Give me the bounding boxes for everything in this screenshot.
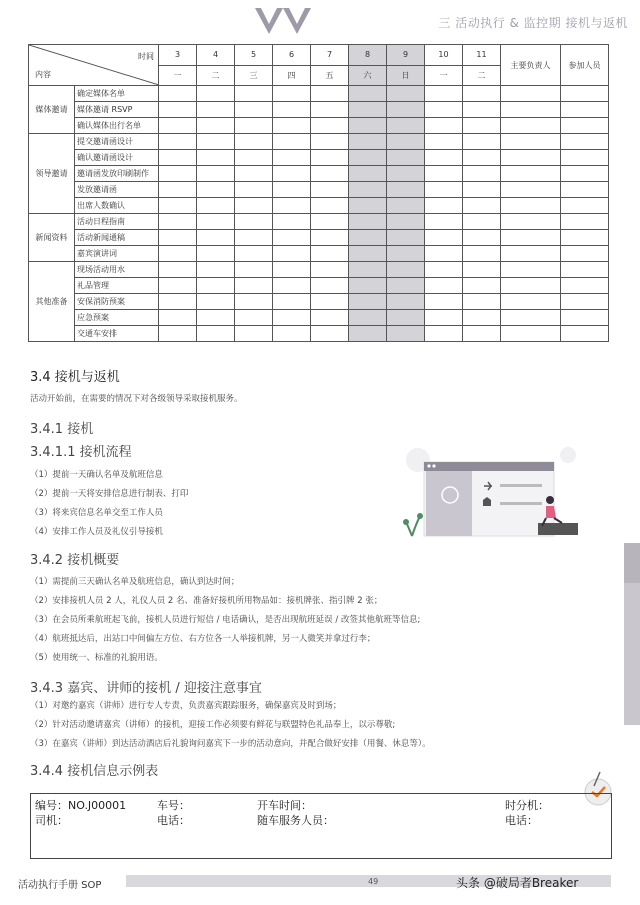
subsection-3-4-2: 3.4.2 接机概要 [30, 553, 120, 568]
empty-cell [387, 102, 425, 118]
overview-item: （1）需提前三天确认名单及航班信息，确认到达时间； [30, 577, 240, 587]
task-cell: 邀请函发放印刷制作 [75, 166, 159, 182]
task-cell: 提交邀请函设计 [75, 134, 159, 150]
weekday-cell: 四 [273, 65, 311, 86]
flow-item: （1）提前一天确认名单及航班信息 [30, 470, 163, 480]
empty-cell [349, 326, 387, 342]
empty-cell [561, 326, 609, 342]
empty-cell [425, 294, 463, 310]
empty-cell [235, 278, 273, 294]
empty-cell [311, 134, 349, 150]
empty-cell [235, 230, 273, 246]
task-cell: 嘉宾演讲词 [75, 246, 159, 262]
empty-cell [349, 86, 387, 102]
empty-cell [501, 326, 561, 342]
note-item: （3）在嘉宾（讲师）到达活动酒店后礼貌询问嘉宾下一步的活动意向，并配合做好安排（用餐、休息等）。 [30, 739, 431, 749]
subsection-3-4-1-1: 3.4.1.1 接机流程 [30, 445, 132, 460]
empty-cell [235, 310, 273, 326]
date-cell: 10 [425, 45, 463, 66]
empty-cell [159, 310, 197, 326]
empty-cell [501, 118, 561, 134]
empty-cell [463, 102, 501, 118]
empty-cell [273, 166, 311, 182]
empty-cell [273, 262, 311, 278]
empty-cell [273, 86, 311, 102]
car-number-label: 车号： [157, 799, 190, 812]
weekday-cell: 五 [311, 65, 349, 86]
empty-cell [463, 214, 501, 230]
empty-cell [501, 198, 561, 214]
table-corner-cell [29, 45, 159, 86]
empty-cell [159, 150, 197, 166]
empty-cell [235, 86, 273, 102]
empty-cell [273, 134, 311, 150]
task-cell: 交通车安排 [75, 326, 159, 342]
empty-cell [387, 86, 425, 102]
empty-cell [349, 150, 387, 166]
empty-cell [159, 278, 197, 294]
empty-cell [197, 230, 235, 246]
category-cell: 领导邀请 [29, 134, 75, 214]
owner-header: 主要负责人 [501, 45, 561, 86]
overview-item: （3）在会员所乘航班起飞前，接机人员进行短信 / 电话确认，是否出现航班延误 / 改签其他航班等信息; [30, 615, 421, 625]
flow-item: （4）安排工作人员及礼仪引导接机 [30, 527, 163, 537]
empty-cell [349, 118, 387, 134]
schedule-row [29, 118, 609, 134]
header-chevron-right-inner [289, 8, 305, 24]
empty-cell [387, 326, 425, 342]
subsection-3-4-1: 3.4.1 接机 [30, 422, 94, 437]
empty-cell [387, 166, 425, 182]
date-cell: 6 [273, 45, 311, 66]
empty-cell [197, 262, 235, 278]
schedule-row [29, 150, 609, 166]
weekday-cell: 六 [349, 65, 387, 86]
empty-cell [463, 118, 501, 134]
empty-cell [561, 230, 609, 246]
empty-cell [501, 310, 561, 326]
date-cell: 8 [349, 45, 387, 66]
empty-cell [349, 230, 387, 246]
empty-cell [561, 134, 609, 150]
participants-header: 参加人员 [561, 45, 609, 86]
empty-cell [501, 262, 561, 278]
schedule-row [29, 214, 609, 230]
overview-item: （4）航班抵达后，出站口中间偏左方位、右方位各一人举接机牌，另一人微笑并拿过行李； [30, 634, 376, 644]
empty-cell [387, 214, 425, 230]
task-cell: 活动新闻通稿 [75, 230, 159, 246]
empty-cell [349, 166, 387, 182]
empty-cell [311, 310, 349, 326]
note-item: （1）对邀约嘉宾（讲师）进行专人专责，负责嘉宾跟踪服务，确保嘉宾及时到场； [30, 701, 342, 711]
empty-cell [311, 86, 349, 102]
empty-cell [235, 326, 273, 342]
empty-cell [463, 230, 501, 246]
empty-cell [501, 230, 561, 246]
empty-cell [561, 278, 609, 294]
empty-cell [311, 294, 349, 310]
schedule-body [29, 86, 609, 342]
task-cell: 确认媒体出行名单 [75, 118, 159, 134]
empty-cell [425, 310, 463, 326]
empty-cell [311, 262, 349, 278]
time-label: 时间 [138, 52, 154, 61]
empty-cell [311, 278, 349, 294]
empty-cell [273, 278, 311, 294]
schedule-row [29, 230, 609, 246]
schedule-table [28, 44, 609, 342]
empty-cell [197, 150, 235, 166]
empty-cell [273, 326, 311, 342]
empty-cell [349, 214, 387, 230]
empty-cell [425, 86, 463, 102]
empty-cell [561, 182, 609, 198]
empty-cell [387, 246, 425, 262]
empty-cell [561, 198, 609, 214]
empty-cell [425, 278, 463, 294]
empty-cell [463, 310, 501, 326]
page-number: 49 [368, 877, 379, 886]
section-intro: 活动开始前，在需要的情况下对各级领导采取接机服务。 [30, 394, 243, 404]
empty-cell [425, 166, 463, 182]
empty-cell [235, 134, 273, 150]
empty-cell [387, 262, 425, 278]
empty-cell [349, 198, 387, 214]
empty-cell [197, 326, 235, 342]
empty-cell [159, 86, 197, 102]
empty-cell [425, 118, 463, 134]
empty-cell [235, 214, 273, 230]
empty-cell [463, 198, 501, 214]
empty-cell [349, 294, 387, 310]
weekday-cell: 二 [463, 65, 501, 86]
empty-cell [311, 198, 349, 214]
date-cell: 4 [197, 45, 235, 66]
empty-cell [197, 278, 235, 294]
weekday-cell: 一 [425, 65, 463, 86]
empty-cell [501, 102, 561, 118]
empty-cell [387, 294, 425, 310]
empty-cell [197, 86, 235, 102]
empty-cell [311, 182, 349, 198]
empty-cell [463, 262, 501, 278]
empty-cell [349, 102, 387, 118]
empty-cell [197, 310, 235, 326]
header-chevron-left-inner [261, 8, 277, 24]
empty-cell [561, 86, 609, 102]
empty-cell [463, 294, 501, 310]
empty-cell [197, 214, 235, 230]
empty-cell [561, 294, 609, 310]
empty-cell [311, 102, 349, 118]
header-title: 三 活动执行 & 监控期 接机与返机 [438, 16, 628, 30]
empty-cell [463, 134, 501, 150]
empty-cell [311, 214, 349, 230]
empty-cell [501, 86, 561, 102]
empty-cell [349, 310, 387, 326]
weekday-cell: 三 [235, 65, 273, 86]
empty-cell [159, 182, 197, 198]
empty-cell [425, 102, 463, 118]
pickup-info-form [30, 793, 612, 859]
empty-cell [197, 134, 235, 150]
empty-cell [273, 246, 311, 262]
empty-cell [501, 214, 561, 230]
empty-cell [463, 150, 501, 166]
empty-cell [159, 198, 197, 214]
empty-cell [349, 262, 387, 278]
empty-cell [311, 246, 349, 262]
empty-cell [463, 182, 501, 198]
empty-cell [197, 182, 235, 198]
schedule-row [29, 294, 609, 310]
empty-cell [197, 246, 235, 262]
empty-cell [311, 118, 349, 134]
task-cell: 安保消防预案 [75, 294, 159, 310]
weekday-cell: 二 [197, 65, 235, 86]
empty-cell [561, 150, 609, 166]
empty-cell [561, 166, 609, 182]
task-cell: 应急预案 [75, 310, 159, 326]
category-cell: 媒体邀请 [29, 86, 75, 134]
empty-cell [197, 294, 235, 310]
task-cell: 礼品管理 [75, 278, 159, 294]
schedule-row [29, 310, 609, 326]
task-cell: 确定媒体名单 [75, 86, 159, 102]
flow-item: （3）将来宾信息名单交至工作人员 [30, 508, 163, 518]
empty-cell [159, 166, 197, 182]
schedule-row [29, 102, 609, 118]
overview-item: （5）使用统一、标准的礼貌用语。 [30, 653, 163, 663]
schedule-row [29, 166, 609, 182]
empty-cell [561, 118, 609, 134]
empty-cell [235, 182, 273, 198]
date-cell: 5 [235, 45, 273, 66]
empty-cell [387, 198, 425, 214]
empty-cell [463, 278, 501, 294]
date-cell: 7 [311, 45, 349, 66]
date-cell: 3 [159, 45, 197, 66]
empty-cell [197, 166, 235, 182]
empty-cell [425, 134, 463, 150]
date-cell: 9 [387, 45, 425, 66]
empty-cell [501, 150, 561, 166]
empty-cell [235, 294, 273, 310]
empty-cell [235, 102, 273, 118]
empty-cell [561, 262, 609, 278]
schedule-row [29, 134, 609, 150]
task-cell: 活动日程指南 [75, 214, 159, 230]
empty-cell [159, 214, 197, 230]
empty-cell [387, 150, 425, 166]
empty-cell [501, 182, 561, 198]
empty-cell [159, 262, 197, 278]
empty-cell [273, 310, 311, 326]
empty-cell [159, 326, 197, 342]
empty-cell [311, 326, 349, 342]
empty-cell [425, 150, 463, 166]
empty-cell [425, 262, 463, 278]
empty-cell [501, 134, 561, 150]
empty-cell [463, 166, 501, 182]
empty-cell [561, 246, 609, 262]
attendant-phone-label: 电话： [505, 814, 538, 827]
empty-cell [387, 182, 425, 198]
empty-cell [273, 182, 311, 198]
footer-manual-title: 活动执行手册 SOP [18, 880, 102, 891]
empty-cell [159, 230, 197, 246]
schedule-row [29, 86, 609, 102]
empty-cell [273, 198, 311, 214]
task-cell: 出席人数确认 [75, 198, 159, 214]
schedule-row [29, 198, 609, 214]
empty-cell [561, 102, 609, 118]
weekday-cell: 一 [159, 65, 197, 86]
empty-cell [501, 278, 561, 294]
note-item: （2）针对活动邀请嘉宾（讲师）的接机，迎接工作必须要有鲜花与联盟特色礼品奉上，以示尊敬; [30, 720, 396, 730]
empty-cell [159, 246, 197, 262]
empty-cell [235, 262, 273, 278]
empty-cell [349, 182, 387, 198]
task-cell: 确认邀请函设计 [75, 150, 159, 166]
empty-cell [235, 198, 273, 214]
empty-cell [159, 102, 197, 118]
section-title: 3.4 接机与返机 [30, 370, 120, 385]
empty-cell [425, 326, 463, 342]
empty-cell [387, 230, 425, 246]
empty-cell [501, 166, 561, 182]
empty-cell [463, 86, 501, 102]
empty-cell [197, 118, 235, 134]
empty-cell [387, 278, 425, 294]
task-cell: 现场活动用水 [75, 262, 159, 278]
empty-cell [349, 278, 387, 294]
driver-label: 司机： [35, 814, 68, 827]
category-cell: 新闻资料 [29, 214, 75, 262]
task-cell: 发放邀请函 [75, 182, 159, 198]
task-cell: 媒体邀请 RSVP [75, 102, 159, 118]
empty-cell [197, 102, 235, 118]
empty-cell [425, 246, 463, 262]
empty-cell [273, 102, 311, 118]
weekday-cell: 日 [387, 65, 425, 86]
empty-cell [235, 150, 273, 166]
content-label: 内容 [35, 70, 51, 79]
empty-cell [159, 118, 197, 134]
empty-cell [197, 198, 235, 214]
empty-cell [425, 182, 463, 198]
subsection-3-4-4: 3.4.4 接机信息示例表 [30, 764, 159, 779]
empty-cell [311, 230, 349, 246]
attendant-label: 随车服务人员： [257, 814, 334, 827]
flow-item: （2）提前一天将安排信息进行制表、打印 [30, 489, 189, 499]
empty-cell [387, 134, 425, 150]
watermark: 头条 @破局者Breaker [456, 876, 579, 890]
empty-cell [425, 198, 463, 214]
empty-cell [501, 294, 561, 310]
empty-cell [235, 166, 273, 182]
empty-cell [561, 214, 609, 230]
serial-number: 编号：NO.J00001 [35, 799, 127, 812]
empty-cell [463, 246, 501, 262]
schedule-row [29, 278, 609, 294]
airport-illustration [398, 440, 598, 545]
empty-cell [387, 310, 425, 326]
empty-cell [463, 326, 501, 342]
empty-cell [273, 230, 311, 246]
empty-cell [311, 166, 349, 182]
empty-cell [349, 246, 387, 262]
empty-cell [235, 118, 273, 134]
empty-cell [425, 230, 463, 246]
empty-cell [311, 150, 349, 166]
empty-cell [159, 294, 197, 310]
empty-cell [349, 134, 387, 150]
empty-cell [561, 310, 609, 326]
empty-cell [273, 118, 311, 134]
pickup-time-label: 时分机： [505, 799, 549, 812]
subsection-3-4-3: 3.4.3 嘉宾、讲师的接机 / 迎接注意事宜 [30, 681, 262, 696]
overview-item: （2）安排接机人员 2 人，礼仪人员 2 名、准备好接机所用物品如：接机牌张、指引牌 2 张； [30, 596, 383, 606]
schedule-row [29, 326, 609, 342]
schedule-row [29, 246, 609, 262]
driver-phone-label: 电话： [157, 814, 190, 827]
empty-cell [387, 118, 425, 134]
schedule-row [29, 182, 609, 198]
depart-time-label: 开车时间： [257, 799, 312, 812]
empty-cell [273, 294, 311, 310]
empty-cell [425, 214, 463, 230]
empty-cell [273, 150, 311, 166]
empty-cell [235, 246, 273, 262]
schedule-row [29, 262, 609, 278]
category-cell: 其他准备 [29, 262, 75, 342]
empty-cell [159, 134, 197, 150]
side-tab-top [624, 543, 640, 583]
empty-cell [501, 246, 561, 262]
empty-cell [273, 214, 311, 230]
date-cell: 11 [463, 45, 501, 66]
